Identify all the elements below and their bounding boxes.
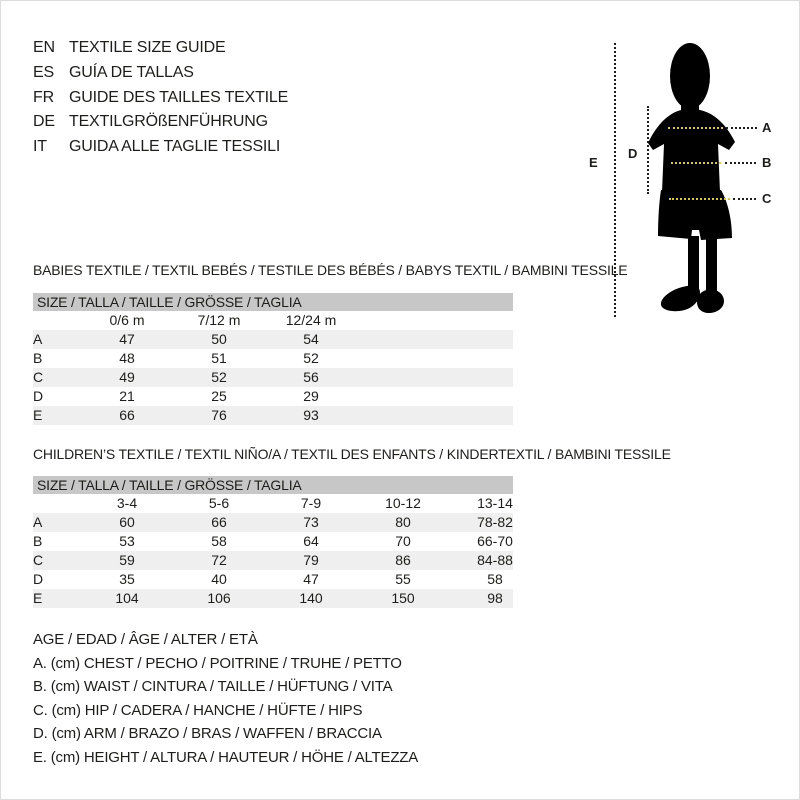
row-label: E <box>33 590 43 606</box>
cell: 47 <box>303 571 319 587</box>
cell: 66 <box>119 407 135 423</box>
row-label: D <box>33 388 44 404</box>
legend-arm-line: D. (cm) ARM / BRAZO / BRAS / WAFFEN / BRACCIA <box>33 725 382 743</box>
measurement-legend <box>33 628 418 770</box>
table-row <box>33 368 513 387</box>
cell: 70 <box>395 533 411 549</box>
legend-age-line: AGE / EDAD / ÂGE / ALTER / ETÀ <box>33 631 258 648</box>
table-row <box>33 551 513 570</box>
language-title: GUIDA ALLE TAGLIE TESSILI <box>69 138 281 156</box>
column-header: 12/24 m <box>285 312 337 328</box>
legend-waist-line: B. (cm) WAIST / CINTURA / TAILLE / HÜFTUNG / VITA <box>33 678 393 696</box>
table-row <box>33 570 513 589</box>
row-label: A <box>33 514 43 530</box>
cell: 104 <box>115 590 139 606</box>
row-label: C <box>33 369 44 385</box>
language-row-fr <box>33 85 288 110</box>
language-row-it <box>33 135 288 160</box>
chest-measure-leader <box>726 127 757 129</box>
language-code: FR <box>33 88 54 106</box>
column-header: 10-12 <box>385 495 421 511</box>
table-column-header-row <box>33 494 513 513</box>
children-section-title: CHILDREN’S TEXTILE / TEXTIL NIÑO/A / TEXTIL DES ENFANTS / KINDERTEXTIL / BAMBINI TESSILE <box>33 446 671 462</box>
cell: 58 <box>487 571 503 587</box>
row-label-spacer <box>33 311 81 330</box>
table-row <box>33 589 513 608</box>
cell: 53 <box>119 533 135 549</box>
table-row <box>33 513 513 532</box>
babies-size-table <box>33 293 513 425</box>
cell: 21 <box>119 388 135 404</box>
waist-measure-dash <box>671 162 721 164</box>
cell: 78-82 <box>477 514 513 530</box>
cell: 50 <box>211 331 227 347</box>
measurement-figure <box>585 25 790 325</box>
cell: 84-88 <box>477 552 513 568</box>
cell: 76 <box>211 407 227 423</box>
cell: 52 <box>211 369 227 385</box>
hip-measure-leader <box>733 198 756 200</box>
column-header: 0/6 m <box>109 312 145 328</box>
language-title: GUÍA DE TALLAS <box>69 64 194 82</box>
cell: 40 <box>211 571 227 587</box>
table-row <box>33 349 513 368</box>
cell: 48 <box>119 350 135 366</box>
cell: 47 <box>119 331 135 347</box>
cell: 66-70 <box>477 533 513 549</box>
language-title: GUIDE DES TAILLES TEXTILE <box>69 88 289 106</box>
language-title: TEXTILGRÖßENFÜHRUNG <box>69 113 268 131</box>
language-code: DE <box>33 113 55 131</box>
children-size-table <box>33 476 513 608</box>
language-title: TEXTILE SIZE GUIDE <box>69 39 226 57</box>
legend-height-line: E. (cm) HEIGHT / ALTURA / HAUTEUR / HÖHE / ALTEZZA <box>33 748 419 766</box>
cell: 52 <box>303 350 319 366</box>
cell: 51 <box>211 350 227 366</box>
child-silhouette-icon <box>645 40 755 315</box>
waist-measure-leader <box>725 162 756 164</box>
row-label: B <box>33 350 43 366</box>
row-label-spacer <box>33 494 81 513</box>
cell: 86 <box>395 552 411 568</box>
cell: 54 <box>303 331 319 347</box>
cell: 56 <box>303 369 319 385</box>
hip-measure-dash <box>669 198 730 200</box>
cell: 49 <box>119 369 135 385</box>
cell: 60 <box>119 514 135 530</box>
chest-measure-dash <box>668 127 723 129</box>
measure-label-d: D <box>628 146 638 161</box>
cell: 98 <box>487 590 503 606</box>
column-header: 5-6 <box>208 495 230 511</box>
legend-hip-line: C. (cm) HIP / CADERA / HANCHE / HÜFTE / HIPS <box>33 701 363 719</box>
cell: 72 <box>211 552 227 568</box>
row-label: D <box>33 571 44 587</box>
cell: 29 <box>303 388 319 404</box>
row-label: A <box>33 331 43 347</box>
measure-label-b: B <box>762 155 772 170</box>
cell: 64 <box>303 533 319 549</box>
cell: 93 <box>303 407 319 423</box>
language-code: IT <box>33 138 47 156</box>
measure-label-a: A <box>762 120 772 135</box>
language-code: ES <box>33 64 54 82</box>
legend-chest-line: A. (cm) CHEST / PECHO / POITRINE / TRUHE / PETTO <box>33 654 402 672</box>
column-header: 7-9 <box>300 495 322 511</box>
cell: 55 <box>395 571 411 587</box>
cell: 140 <box>299 590 323 606</box>
language-title-list <box>33 36 288 159</box>
table-header-bar: SIZE / TALLA / TAILLE / GRÖSSE / TAGLIA <box>33 293 513 311</box>
cell: 66 <box>211 514 227 530</box>
language-row-en <box>33 36 288 61</box>
cell: 80 <box>395 514 411 530</box>
table-row <box>33 406 513 425</box>
cell: 79 <box>303 552 319 568</box>
table-header-bar: SIZE / TALLA / TAILLE / GRÖSSE / TAGLIA <box>33 476 513 494</box>
measure-label-c: C <box>762 191 772 206</box>
table-row <box>33 387 513 406</box>
cell: 73 <box>303 514 319 530</box>
row-label: B <box>33 533 43 549</box>
table-row <box>33 532 513 551</box>
cell: 58 <box>211 533 227 549</box>
table-column-header-row <box>33 311 513 330</box>
language-code: EN <box>33 39 55 57</box>
row-label: E <box>33 407 43 423</box>
column-header: 3-4 <box>116 495 138 511</box>
cell: 59 <box>119 552 135 568</box>
cell: 150 <box>391 590 415 606</box>
cell: 35 <box>119 571 135 587</box>
cell: 106 <box>207 590 231 606</box>
table-row <box>33 330 513 349</box>
language-row-de <box>33 110 288 135</box>
babies-section-title: BABIES TEXTILE / TEXTIL BEBÉS / TESTILE DES BÉBÉS / BABYS TEXTIL / BAMBINI TESSILE <box>33 262 628 278</box>
language-row-es <box>33 61 288 86</box>
cell: 25 <box>211 388 227 404</box>
column-header: 13-14 <box>477 495 513 511</box>
row-label: C <box>33 552 44 568</box>
measure-label-e: E <box>589 155 598 170</box>
column-header: 7/12 m <box>197 312 241 328</box>
